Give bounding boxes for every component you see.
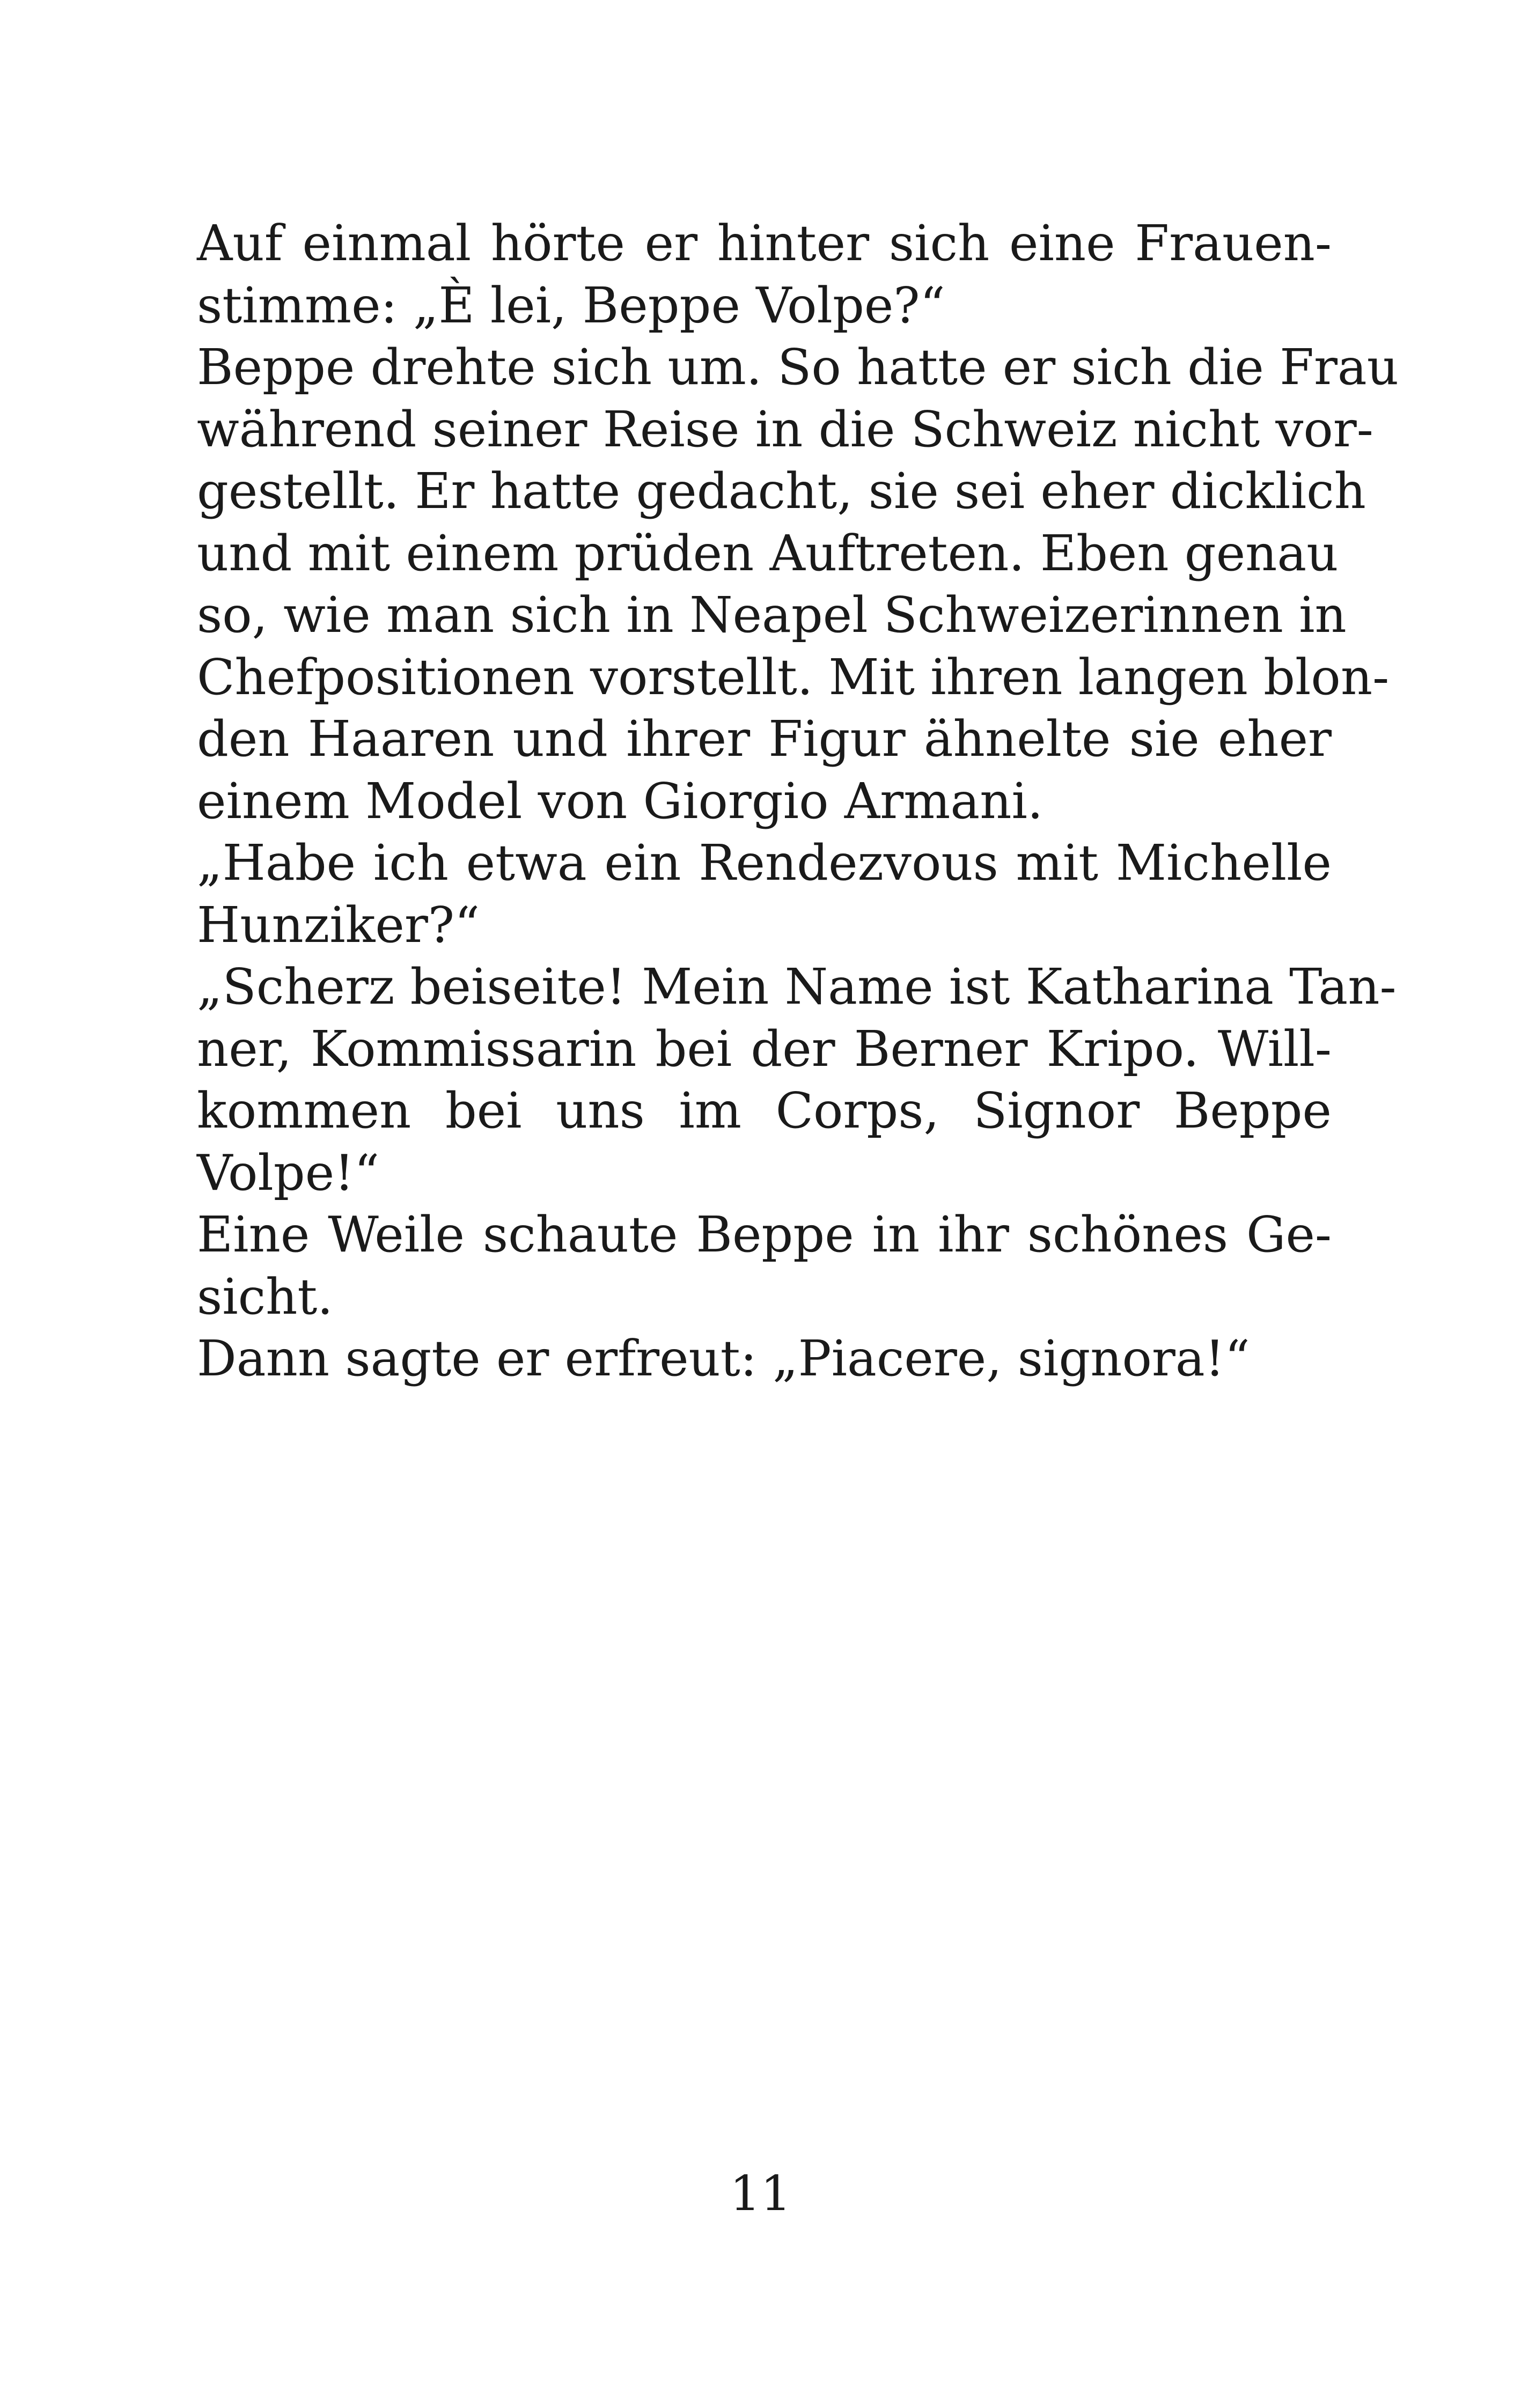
- text-line: stimme: „È lei, Beppe Volpe?“: [197, 276, 945, 334]
- text-line: kommen bei uns im Corps, Signor Beppe: [197, 1082, 1332, 1139]
- text-line: Eine Weile schaute Beppe in ihr schönes Ge-: [197, 1206, 1332, 1263]
- text-line: Dann sagte er erfreut: „Piacere, signora!“: [197, 1330, 1250, 1387]
- text-line: sicht.: [197, 1268, 333, 1325]
- body-text: [197, 212, 1399, 1390]
- text-line: „Scherz beiseite! Mein Name ist Katharina Tan-: [197, 958, 1397, 1015]
- text-line: „Habe ich etwa ein Rendezvous mit Michelle: [197, 834, 1332, 892]
- text-line: Auf einmal hörte er hinter sich eine Frauen-: [197, 215, 1332, 272]
- text-line: und mit einem prüden Auftreten. Eben genau: [197, 524, 1339, 582]
- text-line: Volpe!“: [197, 1144, 380, 1202]
- text-line: Beppe drehte sich um. So hatte er sich die Frau: [197, 338, 1399, 396]
- text-line: gestellt. Er hatte gedacht, sie sei eher dicklich: [197, 462, 1366, 520]
- text-line: Hunziker?“: [197, 896, 480, 954]
- text-line: während seiner Reise in die Schweiz nicht vor-: [197, 400, 1373, 458]
- text-line: einem Model von Giorgio Armani.: [197, 772, 1044, 830]
- text-line: den Haaren und ihrer Figur ähnelte sie eher: [197, 710, 1332, 768]
- text-line: Chefpositionen vorstellt. Mit ihren langen blon-: [197, 648, 1390, 706]
- text-line: ner, Kommissarin bei der Berner Kripo. Will-: [197, 1020, 1332, 1078]
- text-line: so, wie man sich in Neapel Schweizerinnen in: [197, 586, 1347, 644]
- page-number: 11: [730, 2166, 791, 2222]
